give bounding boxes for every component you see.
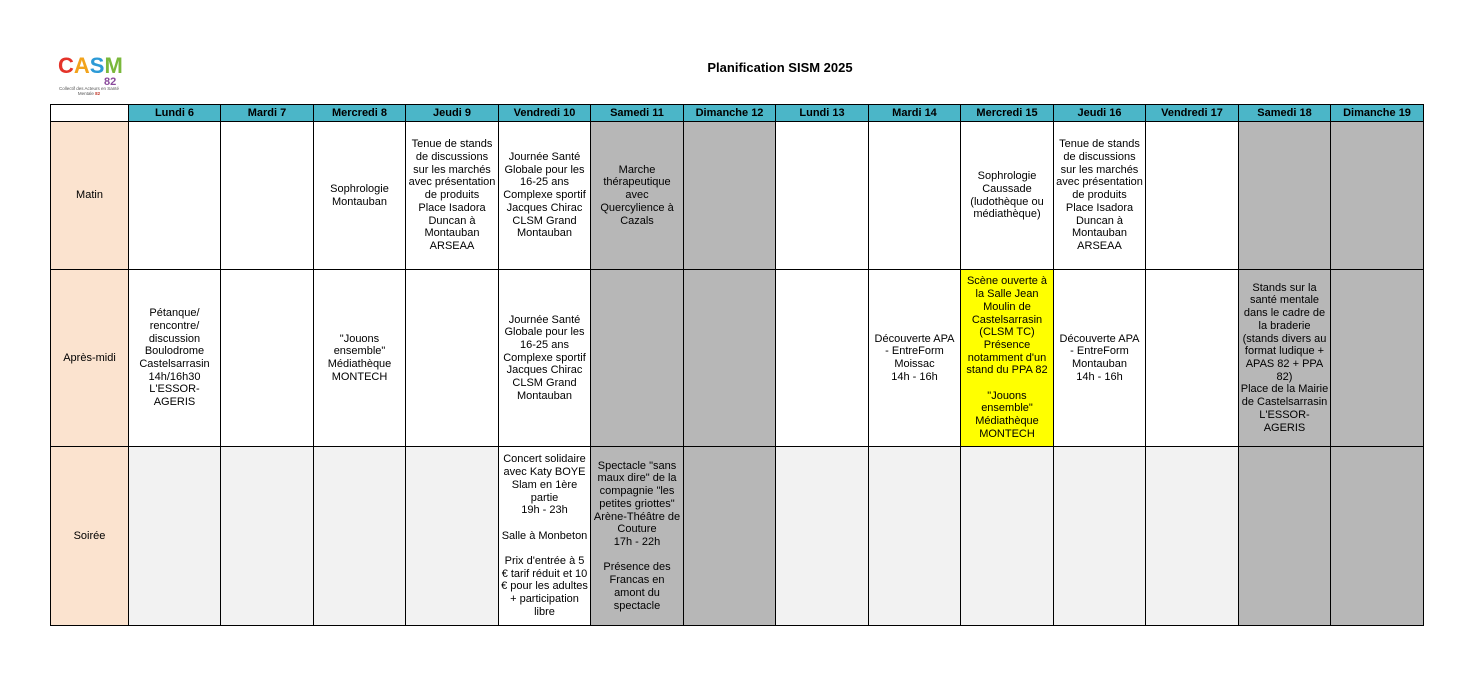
event-line: Complexe sportif — [503, 189, 586, 202]
timeslot-row — [51, 122, 1424, 270]
event-line: Marche — [618, 163, 656, 176]
event-line: Complexe sportif — [503, 351, 586, 364]
event-line: Scène ouverte à — [966, 275, 1048, 288]
event-line: Globale pour les — [504, 163, 585, 176]
day-header: Samedi 18 — [1239, 105, 1331, 122]
schedule-cell — [776, 447, 869, 626]
day-header: Mardi 7 — [221, 105, 314, 122]
schedule-cell — [869, 270, 961, 447]
event-line: la Salle Jean — [975, 288, 1039, 301]
event-line: Prix d'entrée à 5 — [504, 555, 585, 568]
day-header: Vendredi 17 — [1146, 105, 1239, 122]
schedule-cell — [684, 447, 776, 626]
event-line: de produits — [1072, 189, 1127, 202]
event-line: Francas en — [609, 574, 665, 587]
schedule-cell — [221, 122, 314, 270]
event-line: discussion — [148, 332, 201, 345]
event-line: - EntreForm — [885, 345, 944, 358]
schedule-cell — [591, 122, 684, 270]
event-line: Découverte APA — [874, 332, 955, 345]
event-line: Duncan à — [428, 214, 476, 227]
schedule-cell — [591, 447, 684, 626]
event-line: 17h - 22h — [613, 536, 661, 548]
event-line: ensemble" — [333, 345, 386, 358]
event-line: Place Isadora — [1065, 201, 1134, 214]
schedule-cell — [406, 122, 499, 270]
day-header: Vendredi 10 — [499, 105, 591, 122]
event-line: dans le cadre de — [1243, 307, 1326, 320]
event-line: Concert solidaire — [503, 453, 586, 466]
event-line: de discussions — [1063, 151, 1136, 164]
event-line: Médiathèque — [327, 358, 392, 370]
event-line: AGERIS — [1263, 421, 1306, 434]
event-line: (ludothèque ou — [970, 195, 1044, 208]
schedule-cell — [869, 122, 961, 270]
event-line: Castelsarrasin — [139, 358, 210, 370]
schedule-cell — [684, 270, 776, 447]
day-header: Dimanche 19 — [1331, 105, 1424, 122]
event-line: amont du — [614, 586, 660, 599]
day-header: Dimanche 12 — [684, 105, 776, 122]
event-line: Caussade — [982, 182, 1032, 195]
schedule-cell — [314, 122, 406, 270]
event-line: Présence des — [603, 561, 671, 574]
logo-letter: S — [89, 53, 105, 78]
event-line: 82) — [1276, 370, 1293, 383]
schedule-cell — [314, 447, 406, 626]
event-line: MONTECH — [331, 370, 388, 383]
event-line: Montauban — [516, 389, 573, 402]
schedule-cell — [591, 270, 684, 447]
event-line: Montauban — [516, 227, 573, 240]
schedule-cell — [869, 447, 961, 626]
event-line: santé mentale — [1249, 294, 1320, 307]
schedule-cell — [406, 447, 499, 626]
event-line: petites griottes" — [599, 497, 675, 510]
event-line: format ludique + — [1244, 345, 1325, 358]
logo-tagline-text: Collectif des Acteurs en Santé Mentale — [58, 86, 120, 96]
day-header: Mardi 14 — [869, 105, 961, 122]
timeslot-label: Après-midi — [51, 270, 129, 447]
schedule-cell — [1239, 122, 1331, 270]
event-line: partie — [530, 491, 559, 504]
event-line: la braderie — [1258, 319, 1311, 332]
schedule-cell — [499, 122, 591, 270]
event-line: Duncan à — [1075, 214, 1124, 227]
event-line: de Castelsarrasin — [1241, 396, 1328, 409]
event-line: rencontre/ — [149, 319, 200, 332]
event-line: L'ESSOR- — [149, 383, 200, 396]
schedule-cell — [961, 122, 1054, 270]
day-header: Lundi 13 — [776, 105, 869, 122]
day-header: Jeudi 9 — [406, 105, 499, 122]
event-line: 16-25 ans — [520, 176, 569, 189]
event-line: Jacques Chirac — [506, 201, 583, 214]
event-line: Tenue de stands — [1059, 138, 1140, 151]
event-line: avec présentation — [1056, 176, 1143, 189]
schedule-cell — [1054, 122, 1146, 270]
event-line: L'ESSOR- — [1259, 408, 1310, 421]
day-header: Samedi 11 — [591, 105, 684, 122]
event-line: 14h - 16h — [1076, 370, 1123, 383]
page-title: Planification SISM 2025 — [707, 60, 853, 75]
schedule-cell — [221, 447, 314, 626]
event-line: Place Isadora — [418, 201, 486, 214]
day-header-row — [51, 105, 1424, 122]
event-line: Quercylience à — [600, 201, 674, 214]
logo-number: 82 — [104, 76, 117, 88]
event-line: notamment d'un — [967, 351, 1047, 364]
schedule-cell — [129, 270, 221, 447]
event-line: MONTECH — [979, 427, 1035, 440]
event-line: Journée Santé — [508, 313, 581, 326]
timeslot-row — [51, 447, 1424, 626]
event-line: avec présentation — [408, 176, 496, 189]
event-line: Slam en 1ère — [511, 478, 578, 491]
event-line: Tenue de stands — [411, 138, 493, 151]
timeslot-label: Soirée — [51, 447, 129, 626]
schedule-cell — [406, 270, 499, 447]
logo-letter: M — [104, 53, 123, 78]
schedule-cell — [314, 270, 406, 447]
logo-letter: A — [73, 53, 90, 78]
event-line: ARSEAA — [1077, 239, 1122, 252]
event-line: € tarif réduit et 10 — [501, 567, 588, 580]
schedule-cell — [1146, 122, 1239, 270]
event-line: Place de la Mairie — [1240, 383, 1329, 396]
event-line: Cazals — [620, 214, 654, 227]
planning-table — [50, 104, 1424, 626]
event-line: thérapeutique — [603, 176, 671, 189]
event-line: + participation — [510, 593, 579, 606]
event-line: ARSEAA — [429, 239, 475, 252]
schedule-cell — [961, 270, 1054, 447]
event-line: ensemble" — [981, 402, 1033, 415]
event-line: 14h/16h30 — [148, 370, 201, 383]
event-line: Castelsarrasin — [971, 313, 1043, 326]
event-line: Sophrologie — [977, 170, 1037, 183]
event-line — [962, 377, 1052, 390]
event-line: Présence — [983, 338, 1031, 351]
day-header: Jeudi 16 — [1054, 105, 1146, 122]
event-line: 16-25 ans — [520, 338, 569, 351]
event-line: Montauban — [1071, 227, 1128, 240]
schedule-cell — [129, 447, 221, 626]
event-line: "Jouons — [339, 332, 380, 345]
event-line: sur les marchés — [413, 163, 491, 176]
schedule-cell — [776, 270, 869, 447]
event-line: stand du PPA 82 — [966, 364, 1048, 377]
schedule-cell — [1054, 447, 1146, 626]
event-line: sur les marchés — [1060, 163, 1139, 176]
schedule-cell — [1054, 270, 1146, 447]
event-line: Moissac — [894, 358, 935, 370]
event-line: 14h - 16h — [891, 370, 938, 383]
event-line: Pétanque/ — [149, 307, 200, 320]
schedule-cell — [1146, 270, 1239, 447]
event-line: Stands sur la — [1252, 281, 1317, 294]
logo-tagline-number: 82 — [95, 91, 101, 96]
event-line: Salle à Monbeton — [501, 529, 588, 542]
casm82-logo — [58, 54, 128, 96]
corner-cell — [51, 105, 129, 122]
day-header: Lundi 6 — [129, 105, 221, 122]
event-line: 19h - 23h — [521, 504, 568, 517]
event-line: "Jouons — [987, 389, 1027, 402]
logo-letter: C — [58, 53, 74, 78]
day-header: Mercredi 15 — [961, 105, 1054, 122]
event-line: Spectacle "sans — [597, 459, 677, 472]
event-line: Découverte APA — [1059, 332, 1140, 345]
event-line: CLSM Grand — [512, 377, 577, 390]
schedule-cell — [499, 447, 591, 626]
schedule-cell — [1146, 447, 1239, 626]
schedule-cell — [1331, 122, 1424, 270]
event-line: Journée Santé — [508, 151, 581, 164]
event-line: maux dire" de la — [597, 472, 677, 485]
event-line: AGERIS — [153, 396, 196, 409]
event-line: Sophrologie — [330, 182, 389, 195]
event-line — [500, 542, 589, 555]
event-line: avec — [625, 189, 649, 202]
schedule-cell — [1239, 447, 1331, 626]
event-line: Couture — [617, 523, 657, 536]
event-line: Montauban — [424, 227, 480, 240]
schedule-cell — [499, 270, 591, 447]
event-line: avec Katy BOYE — [503, 466, 586, 479]
day-header: Mercredi 8 — [314, 105, 406, 122]
logo-wordmark — [58, 53, 128, 88]
event-line: Moulin de — [983, 300, 1031, 313]
event-line: de produits — [424, 189, 480, 202]
event-line: Jacques Chirac — [506, 364, 583, 377]
timeslot-label: Matin — [51, 122, 129, 270]
schedule-cell — [1239, 270, 1331, 447]
event-line: Médiathèque — [975, 415, 1039, 428]
event-line: Boulodrome — [144, 345, 205, 358]
schedule-cell — [1331, 447, 1424, 626]
schedule-cell — [961, 447, 1054, 626]
event-line: CLSM Grand — [512, 214, 577, 227]
event-line: Montauban — [1071, 358, 1128, 370]
event-line: médiathèque) — [973, 208, 1041, 221]
schedule-cell — [776, 122, 869, 270]
event-line — [500, 517, 589, 530]
event-line: (stands divers au — [1242, 332, 1327, 345]
event-line: de discussions — [415, 151, 489, 164]
event-line: APAS 82 + PPA — [1245, 358, 1324, 370]
schedule-cell — [684, 122, 776, 270]
event-line — [592, 549, 682, 562]
event-line: (CLSM TC) — [979, 326, 1035, 339]
timeslot-row — [51, 270, 1424, 447]
event-line: compagnie "les — [599, 485, 675, 498]
event-line: spectacle — [613, 599, 661, 612]
event-line: Montauban — [331, 195, 388, 208]
event-line: - EntreForm — [1070, 345, 1129, 358]
event-line: libre — [534, 605, 555, 618]
schedule-cell — [221, 270, 314, 447]
event-line: € pour les adultes — [501, 580, 588, 593]
schedule-cell — [129, 122, 221, 270]
schedule-cell — [1331, 270, 1424, 447]
event-line: Arène-Théâtre de — [593, 510, 681, 523]
event-line: Globale pour les — [504, 326, 585, 339]
